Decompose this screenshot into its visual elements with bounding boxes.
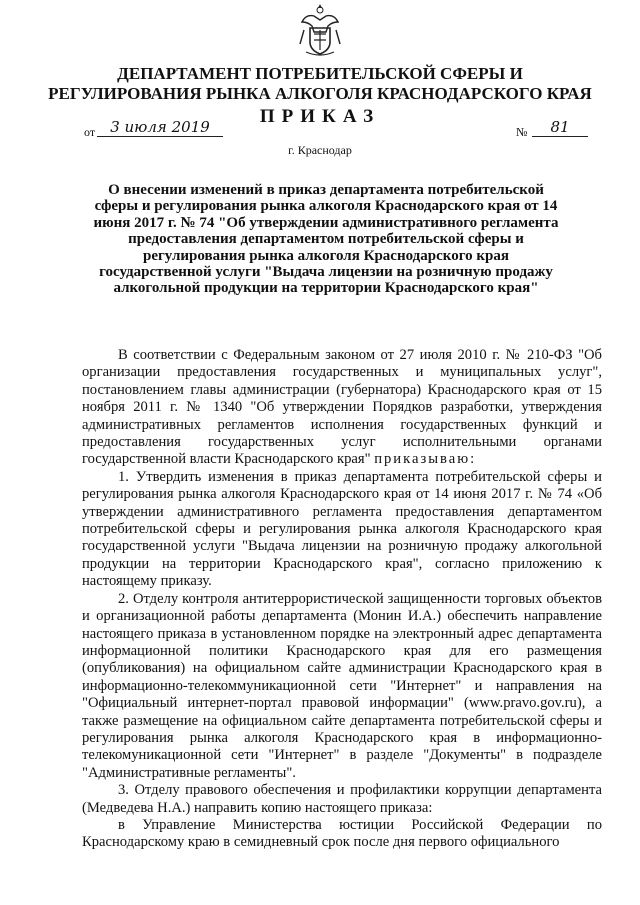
- date-label: от: [84, 125, 96, 139]
- department-name: ДЕПАРТАМЕНТ ПОТРЕБИТЕЛЬСКОЙ СФЕРЫ И РЕГУЛИРОВАНИЯ РЫНКА АЛКОГОЛЯ КРАСНОДАРСКОГО КРАЯ: [48, 64, 592, 103]
- handwritten-number: 81: [532, 118, 588, 137]
- paragraph-1: 1. Утвердить изменения в приказ департамента потребительской сферы и регулирования рынка алкоголя Краснодарского края от 14 июня 2017 г. № 74 «Об утверждении административного регламента предоставления департаментом потребительской сферы и регулирования рынка алкоголя Краснодарского края государственной услуги "Выдача лицензии на розничную продажу алкогольной продукции на территории Краснодарского края", согласно приложению к настоящему приказу.: [82, 468, 602, 590]
- document-body: [82, 347, 602, 852]
- document-type: ПРИКАЗ: [259, 106, 381, 127]
- coat-of-arms-icon: [296, 0, 344, 58]
- paragraph-preamble: [82, 347, 602, 469]
- order-word: приказываю:: [374, 451, 477, 468]
- paragraph-2: 2. Отделу контроля антитеррористической защищенности торговых объектов и организационной работы департамента (Монин И.А.) обеспечить направление настоящего приказа в установленном порядке на электронный адрес департамента информационной политики Краснодарского края для его размещения (опубликования) на официальном сайте администрации Краснодарского края в информационно-телекоммуникационной сети "Интернет" и направления на "Официальный интернет-портал правовой информации" (www.pravo.gov.ru), а также размещение на официальном сайте департамента потребительской сферы и регулирования рынка алкоголя Краснодарского края в информационно-телекомуникационной сети "Интернет" в разделе "Документы" в подразделе "Административные регламенты".: [82, 590, 602, 781]
- city: г. Краснодар: [288, 143, 352, 157]
- number-label: №: [516, 125, 528, 139]
- handwritten-date: 3 июля 2019: [97, 118, 223, 137]
- document-title: О внесении изменений в приказ департамента потребительской сферы и регулирования рынка алкоголя Краснодарского края от 14 июня 2017 г. № 74 "Об утверждении административного регламента предоставления департаментом потребительской сферы и регулирования рынка алкоголя Краснодарского края государственной услуги "Выдача лицензии на розничную продажу алкогольной продукции на территории Краснодарского края": [93, 182, 559, 297]
- preamble-text: В соответствии с Федеральным законом от 27 июля 2010 г. № 210-ФЗ "Об организации предоставления государственных и муниципальных услуг", постановлением главы администрации (губернатора) Краснодарского края от 15 ноября 2011 г. № 1340 "Об утверждении Порядков разработки, утверждения административных регламентов исполнения государственных функций и предоставления государственных услуг исполнительными органами государственной власти Краснодарского края": [82, 347, 602, 468]
- paragraph-3: 3. Отделу правового обеспечения и профилактики коррупции департамента (Медведева Н.А.) направить копию настоящего приказа:: [82, 782, 602, 816]
- paragraph-3-sub: в Управление Министерства юстиции Российской Федерации по Краснодарскому краю в семидневный срок после дня первого официального: [82, 816, 602, 851]
